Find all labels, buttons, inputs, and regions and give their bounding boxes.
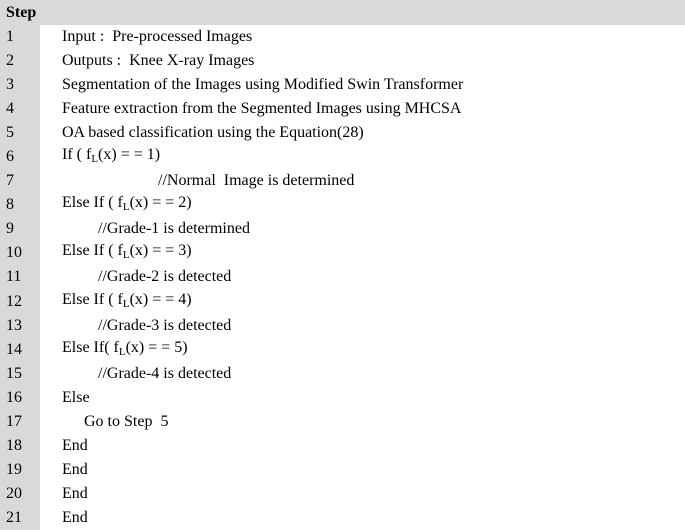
step-text: Feature extraction from the Segmented Images using MHCSA — [62, 100, 462, 118]
step-number: 17 — [6, 412, 22, 430]
condition-suffix: (x) = = 2) — [129, 194, 192, 212]
step-number: 18 — [6, 436, 22, 454]
table-row — [0, 362, 685, 386]
table-header-row — [0, 0, 685, 25]
step-text: End — [62, 460, 88, 478]
step-number: 14 — [6, 340, 22, 358]
step-text: OA based classification using the Equation(28) — [62, 124, 364, 142]
step-text: Outputs : Knee X-ray Images — [62, 52, 255, 70]
step-number: 16 — [6, 388, 22, 406]
step-comment: //Normal Image is determined — [158, 172, 355, 190]
table-row — [0, 338, 685, 362]
step-number: 2 — [6, 52, 14, 70]
step-number: 19 — [6, 460, 22, 478]
condition-text — [40, 191, 192, 219]
condition-suffix: (x) = = 3) — [129, 242, 192, 260]
condition-text — [40, 239, 192, 267]
condition-suffix: (x) = = 5) — [125, 338, 188, 356]
step-number: 5 — [6, 124, 14, 142]
subscript-l: L — [122, 297, 130, 310]
step-comment: //Grade-1 is determined — [98, 220, 250, 238]
condition-prefix: Else If ( f — [62, 194, 123, 212]
condition-prefix: If ( f — [62, 146, 92, 164]
step-number: 3 — [6, 76, 14, 94]
step-number: 4 — [6, 100, 14, 118]
table-row — [0, 241, 685, 265]
step-comment: //Grade-3 is detected — [98, 316, 232, 334]
table-row — [0, 410, 685, 434]
table-row — [0, 458, 685, 482]
step-number: 21 — [6, 508, 22, 526]
table-row — [0, 217, 685, 241]
subscript-l: L — [91, 153, 99, 166]
table-row — [0, 434, 685, 458]
condition-text — [40, 288, 192, 316]
step-number: 13 — [6, 316, 22, 334]
step-comment: //Grade-4 is detected — [98, 364, 232, 382]
condition-text — [40, 143, 160, 171]
step-number: 9 — [6, 220, 14, 238]
step-text: Segmentation of the Images using Modified Swin Transformer — [62, 76, 464, 94]
step-number: 7 — [6, 172, 14, 190]
step-number: 12 — [6, 292, 22, 310]
table-row — [0, 193, 685, 217]
subscript-l: L — [122, 201, 130, 214]
table-row — [0, 25, 685, 49]
table-row — [0, 314, 685, 338]
condition-suffix: (x) = = 4) — [129, 290, 192, 308]
table-body — [0, 25, 685, 530]
condition-suffix: (x) = = 1) — [98, 146, 161, 164]
condition-prefix: Else If ( f — [62, 242, 123, 260]
step-column-header: Step — [6, 4, 37, 21]
table-row — [0, 506, 685, 530]
step-text: End — [62, 436, 88, 454]
table-row — [0, 49, 685, 73]
step-number: 20 — [6, 484, 22, 502]
table-row — [0, 265, 685, 289]
step-text: Go to Step 5 — [84, 412, 169, 430]
condition-text — [40, 336, 188, 364]
table-row — [0, 73, 685, 97]
condition-prefix: Else If ( f — [62, 290, 123, 308]
table-row — [0, 97, 685, 121]
table-row — [0, 145, 685, 169]
step-number: 11 — [6, 268, 22, 286]
condition-prefix: Else If( f — [62, 338, 119, 356]
table-row — [0, 121, 685, 145]
table-row — [0, 169, 685, 193]
step-number: 1 — [6, 28, 14, 46]
step-comment: //Grade-2 is detected — [98, 268, 232, 286]
table-row — [0, 386, 685, 410]
table-row — [0, 482, 685, 506]
step-number: 10 — [6, 244, 22, 262]
step-text: End — [62, 484, 88, 502]
subscript-l: L — [122, 249, 130, 262]
step-number: 15 — [6, 364, 22, 382]
step-number: 6 — [6, 148, 14, 166]
subscript-l: L — [118, 345, 126, 358]
step-text: Input : Pre-processed Images — [62, 28, 253, 46]
step-text: Else — [62, 388, 90, 406]
step-number: 8 — [6, 196, 14, 214]
table-row — [0, 290, 685, 314]
step-text: End — [62, 508, 88, 526]
